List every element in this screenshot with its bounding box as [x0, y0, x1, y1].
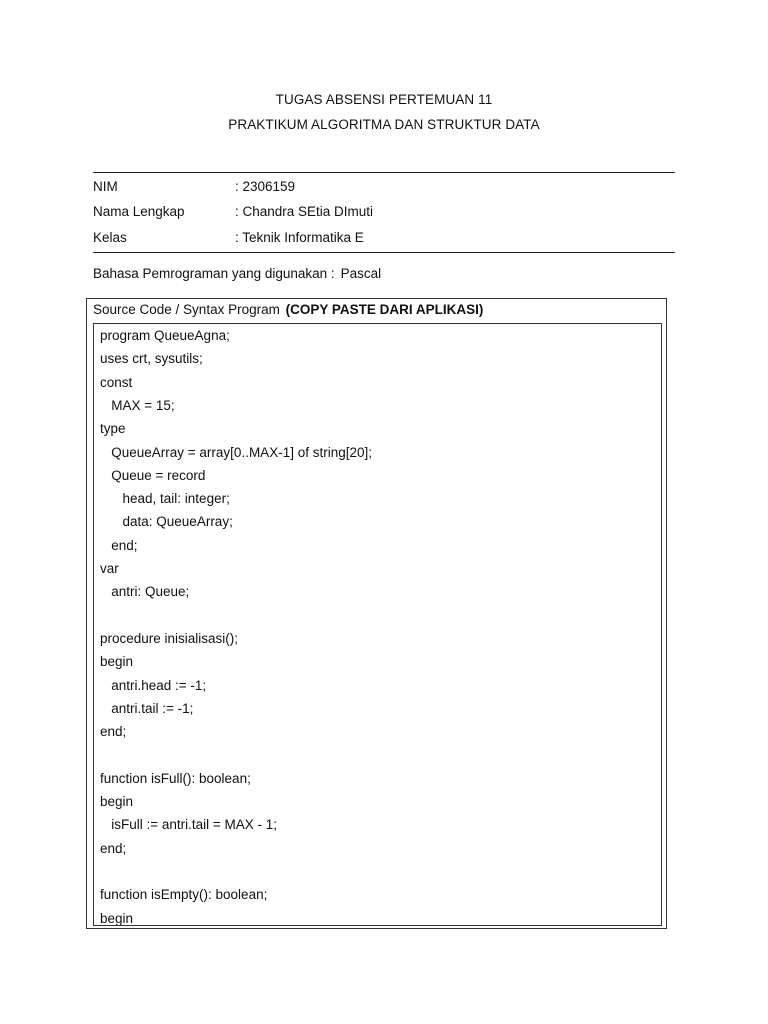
source-code-label: Source Code / Syntax Program [93, 302, 280, 317]
code-line: isFull := antri.tail = MAX - 1; [100, 817, 278, 833]
nim-label: NIM [93, 179, 118, 194]
source-code-header [93, 302, 483, 317]
code-line: function isEmpty(): boolean; [100, 887, 268, 903]
code-line: antri: Queue; [100, 584, 190, 600]
code-line: end; [100, 840, 127, 856]
code-line: QueueArray = array[0..MAX-1] of string[20]; [100, 444, 372, 460]
document-subtitle: PRAKTIKUM ALGORITMA DAN STRUKTUR DATA [228, 117, 540, 132]
code-line: end; [100, 724, 127, 740]
code-line: antri.head := -1; [100, 677, 207, 693]
source-code-area [93, 323, 662, 926]
code-line: var [100, 561, 119, 576]
code-line: begin [100, 654, 134, 670]
code-line: program QueueAgna; [100, 328, 230, 343]
code-line: end; [100, 537, 138, 553]
nim-value: : 2306159 [235, 179, 296, 194]
divider-top [93, 172, 675, 173]
code-line: type [100, 421, 126, 437]
code-line: antri.tail := -1; [100, 700, 194, 716]
divider-bottom [93, 252, 675, 253]
code-line: uses crt, sysutils; [100, 351, 203, 367]
code-line: function isFull(): boolean; [100, 770, 251, 786]
language-value: Pascal [340, 266, 382, 281]
nama-value: : Chandra SEtia DImuti [235, 204, 374, 219]
code-line: Queue = record [100, 467, 206, 483]
kelas-value: : Teknik Informatika E [235, 230, 364, 245]
document-title: TUGAS ABSENSI PERTEMUAN 11 [275, 92, 493, 107]
kelas-label: Kelas [93, 230, 127, 245]
code-line: begin [100, 910, 134, 926]
code-line: MAX = 15; [100, 397, 175, 413]
language-label: Bahasa Pemrograman yang digunakan : [93, 266, 335, 281]
code-line: head, tail: integer; [100, 491, 230, 507]
code-line: const [100, 374, 133, 390]
code-line: procedure inisialisasi(); [100, 630, 239, 646]
nama-label: Nama Lengkap [93, 204, 185, 219]
language-line [93, 266, 381, 281]
copy-paste-note: (COPY PASTE DARI APLIKASI) [285, 302, 484, 317]
code-line: data: QueueArray; [100, 514, 233, 530]
code-line: begin [100, 794, 134, 809]
